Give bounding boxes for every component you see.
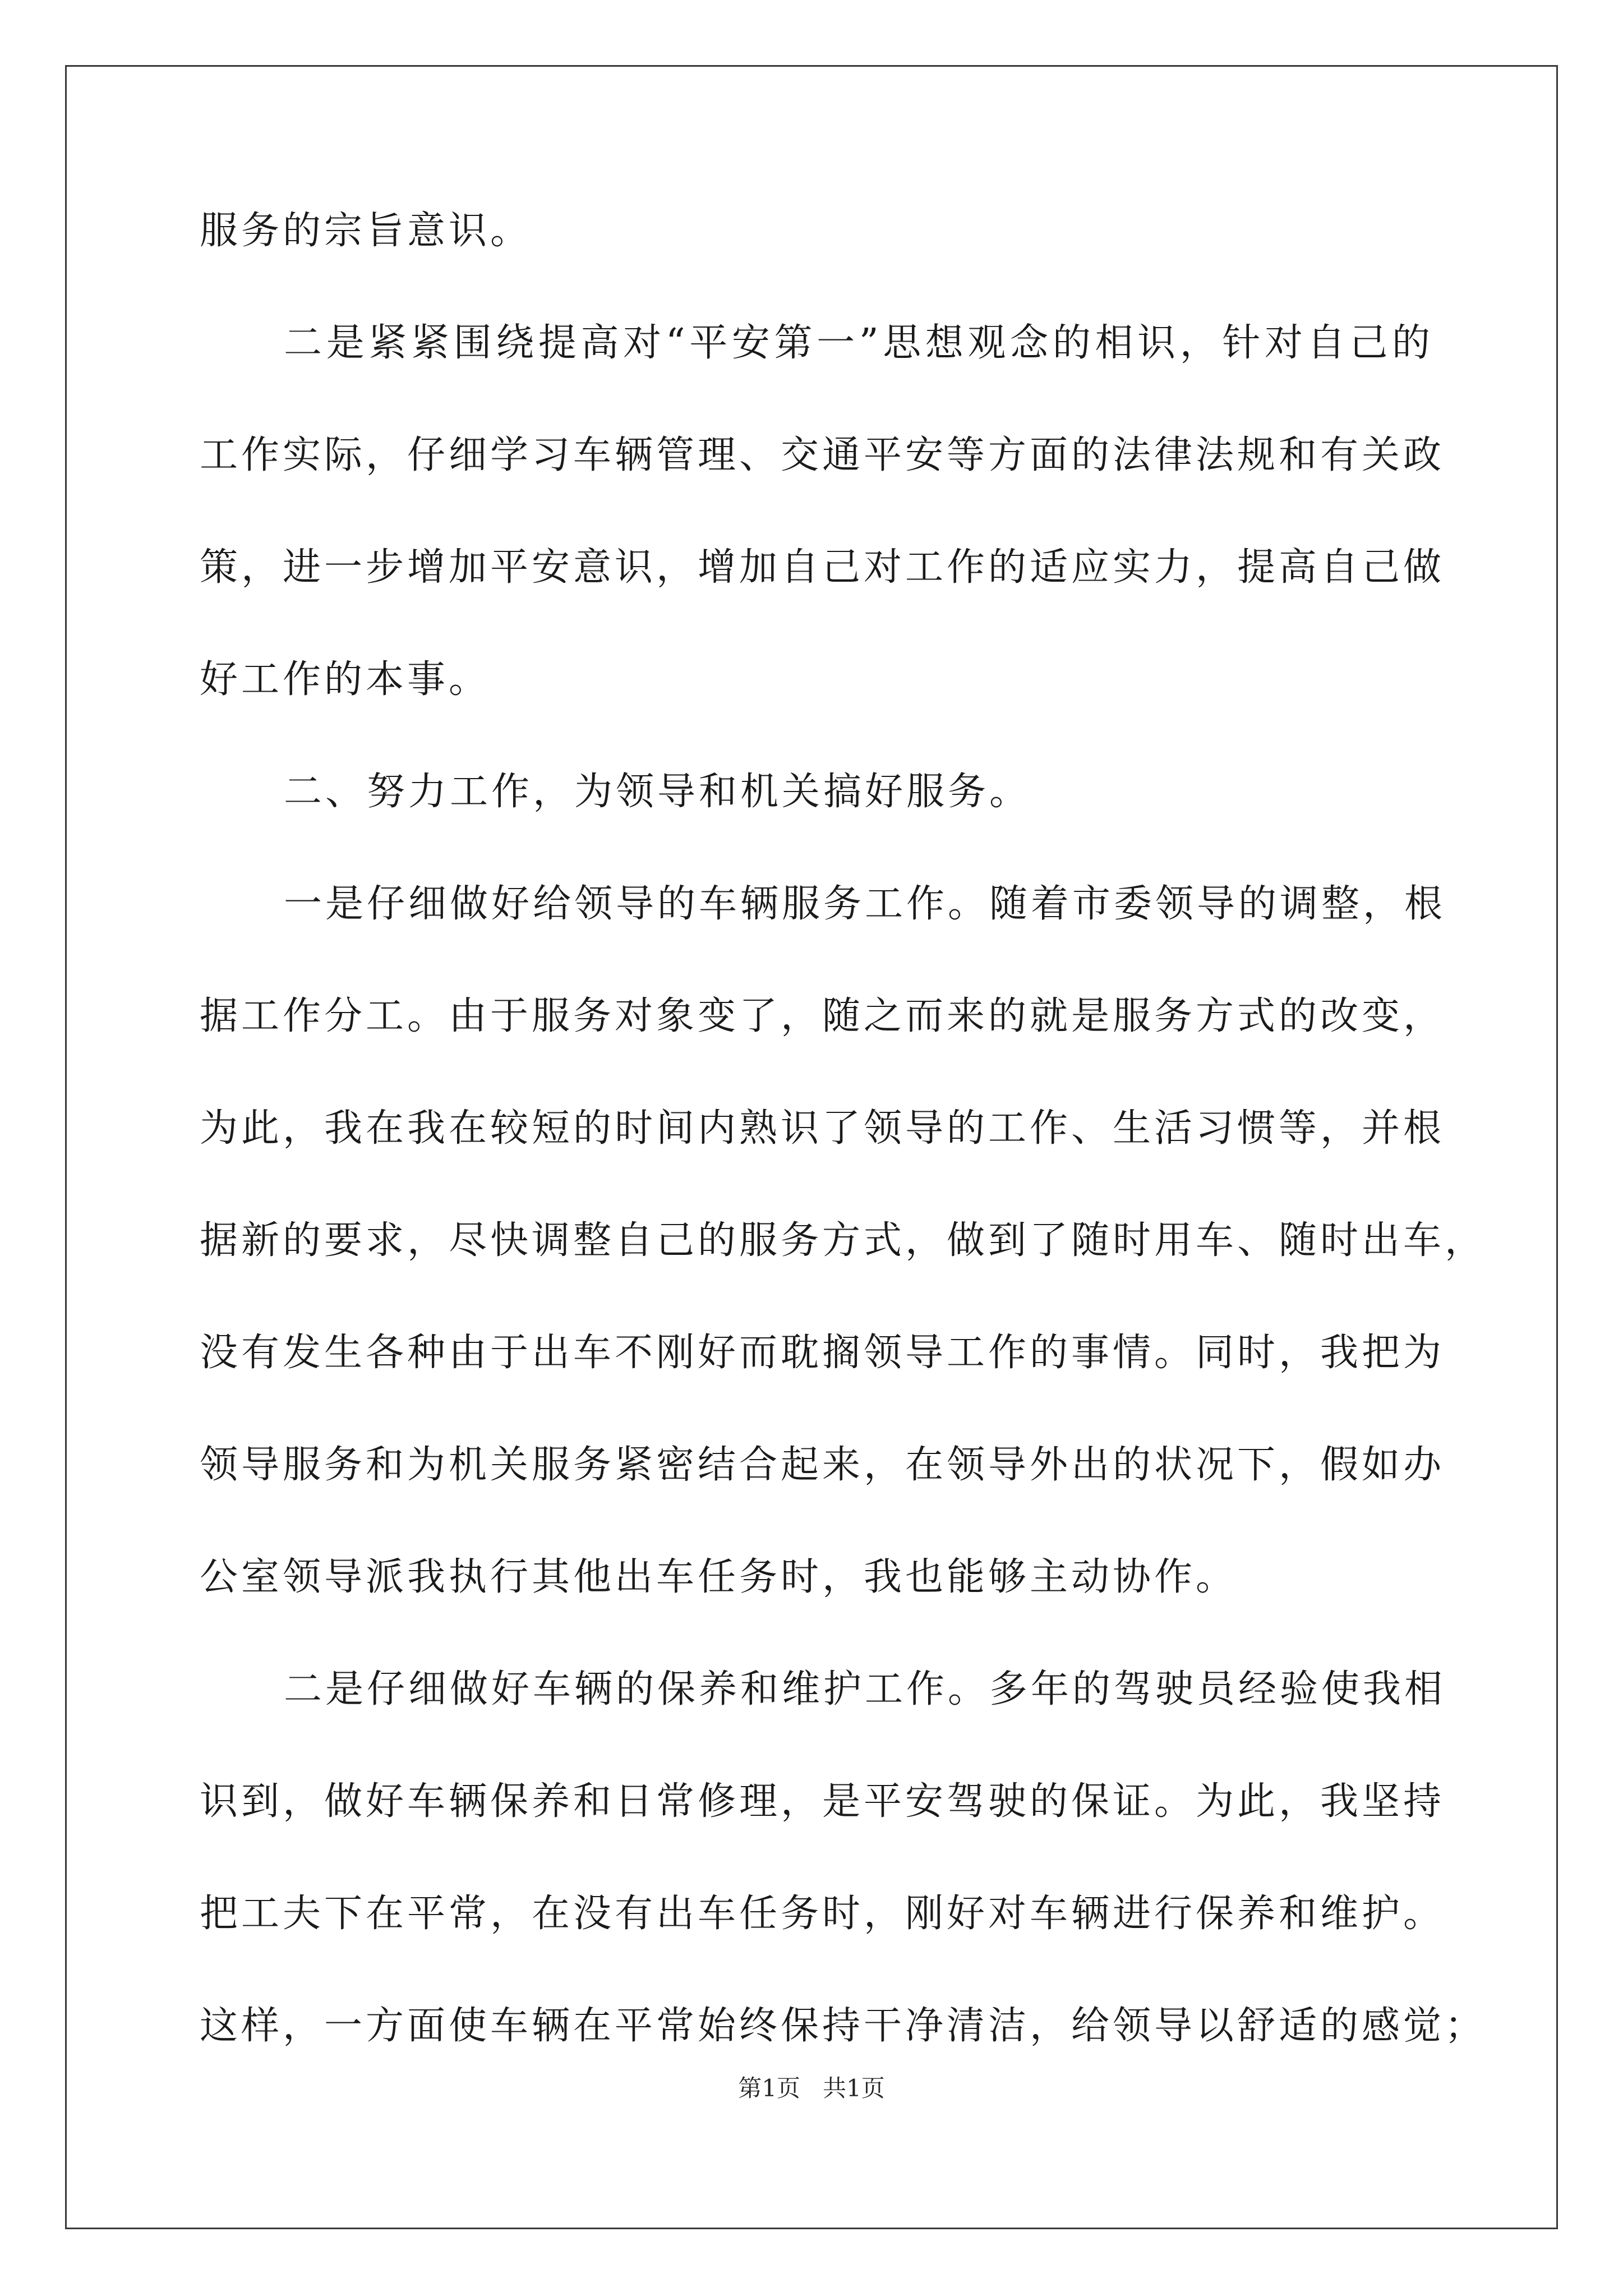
text-line: 领导服务和为机关服务紧密结合起来，在领导外出的状况下，假如办 [200,1443,1445,1487]
text-line: 没有发生各种由于出车不刚好而耽搁领导工作的事情。同时，我把为 [200,1331,1445,1375]
text-line: 公室领导派我执行其他出车任务时，我也能够主动协作。 [200,1555,1238,1599]
text-line: 二是紧紧围绕提高对“平安第一”思想观念的相识，针对自己的 [284,321,1433,365]
text-line: 据工作分工。由于服务对象变了，随之而来的就是服务方式的改变， [200,994,1445,1038]
text-line: 二是仔细做好车辆的保养和维护工作。多年的驾驶员经验使我相 [284,1667,1446,1711]
text-line: 据新的要求，尽快调整自己的服务方式，做到了随时用车、随时出车， [200,1218,1487,1263]
text-line: 识到，做好车辆保养和日常修理，是平安驾驶的保证。为此，我坚持 [200,1779,1445,1824]
text-line: 策，进一步增加平安意识，增加自己对工作的适应实力，提高自己做 [200,545,1445,590]
text-line: 服务的宗旨意识。 [200,209,532,253]
text-line: 把工夫下在平常，在没有出车任务时，刚好对车辆进行保养和维护。 [200,1892,1445,1936]
text-line: 工作实际，仔细学习车辆管理、交通平安等方面的法律法规和有关政 [200,433,1445,477]
text-line: 这样，一方面使车辆在平常始终保持干净清洁，给领导以舒适的感觉； [200,2004,1487,2048]
section-heading: 二、努力工作，为领导和机关搞好服务。 [284,770,1031,814]
text-line: 为此，我在我在较短的时间内熟识了领导的工作、生活习惯等，并根 [200,1106,1445,1151]
page-number-footer: 第1页 共1页 [738,2074,885,2102]
text-line: 好工作的本事。 [200,657,491,702]
text-line: 一是仔细做好给领导的车辆服务工作。随着市委领导的调整，根 [284,882,1446,926]
